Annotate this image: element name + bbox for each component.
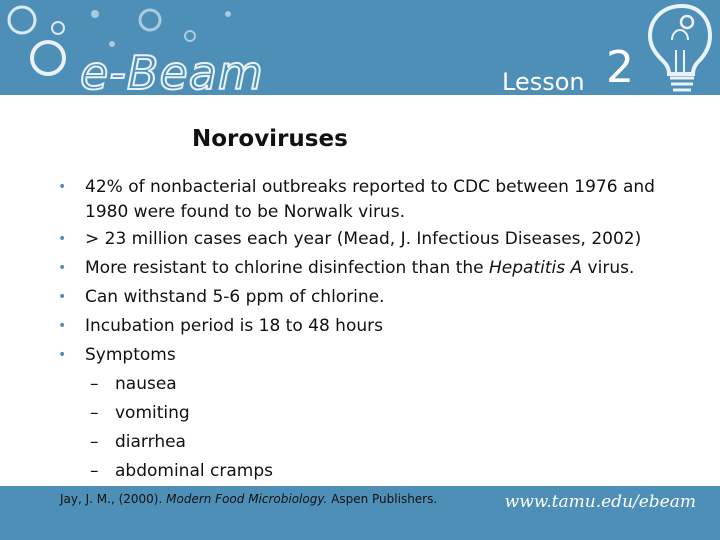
- bullet-text: Can withstand 5-6 ppm of chlorine.: [85, 287, 385, 307]
- dash-icon: –: [90, 461, 99, 481]
- citation-prefix: Jay, J. M., (2000).: [60, 492, 167, 506]
- bullet-text-suffix: virus.: [582, 258, 635, 278]
- bullet-icon: •: [58, 347, 67, 363]
- bullet-text: Incubation period is 18 to 48 hours: [85, 316, 383, 336]
- bullet-text-italic: Hepatitis A: [489, 258, 583, 278]
- lesson-number: 2: [606, 42, 634, 93]
- website-link[interactable]: www.tamu.edu/ebeam: [504, 492, 696, 512]
- lesson-label: Lesson: [502, 68, 585, 95]
- sub-list-item: [58, 370, 698, 399]
- citation-suffix: Aspen Publishers.: [327, 492, 438, 506]
- symptom-text: nausea: [115, 374, 177, 394]
- bullet-text: > 23 million cases each year (Mead, J. Infectious Diseases, 2002): [85, 229, 642, 249]
- sub-list-item: [58, 428, 698, 457]
- footer-bar: [0, 486, 720, 540]
- sub-list-item: [58, 399, 698, 428]
- citation: [60, 492, 437, 506]
- list-item: [58, 312, 698, 341]
- slide-title: Noroviruses: [192, 126, 348, 152]
- bullet-list: [58, 175, 698, 486]
- symptom-text: vomiting: [115, 403, 190, 423]
- lightbulb-icon: [638, 0, 720, 95]
- symptom-text: diarrhea: [115, 432, 186, 452]
- bullet-text: Symptoms: [85, 345, 176, 365]
- bullet-icon: •: [58, 231, 67, 247]
- bullet-icon: •: [58, 260, 67, 276]
- dash-icon: –: [90, 403, 99, 423]
- bullet-icon: •: [58, 318, 67, 334]
- sub-list-item: [58, 457, 698, 486]
- list-item: [58, 283, 698, 312]
- ebeam-logo: e-Beam: [80, 46, 264, 95]
- bullet-text: 42% of nonbacterial outbreaks reported to CDC between 1976 and 1980 were found to be Norwalk virus.: [85, 177, 655, 222]
- dash-icon: –: [90, 374, 99, 394]
- symptom-text: abdominal cramps: [115, 461, 273, 481]
- header-banner: [0, 0, 720, 95]
- bullet-icon: •: [58, 179, 67, 195]
- bullet-text: More resistant to chlorine disinfection than the: [85, 258, 490, 278]
- bullet-icon: •: [58, 289, 67, 305]
- list-item: [58, 175, 698, 225]
- citation-book: Modern Food Microbiology.: [166, 492, 328, 506]
- dash-icon: –: [90, 432, 99, 452]
- list-item: [58, 225, 698, 254]
- list-item: [58, 341, 698, 370]
- list-item: [58, 254, 698, 283]
